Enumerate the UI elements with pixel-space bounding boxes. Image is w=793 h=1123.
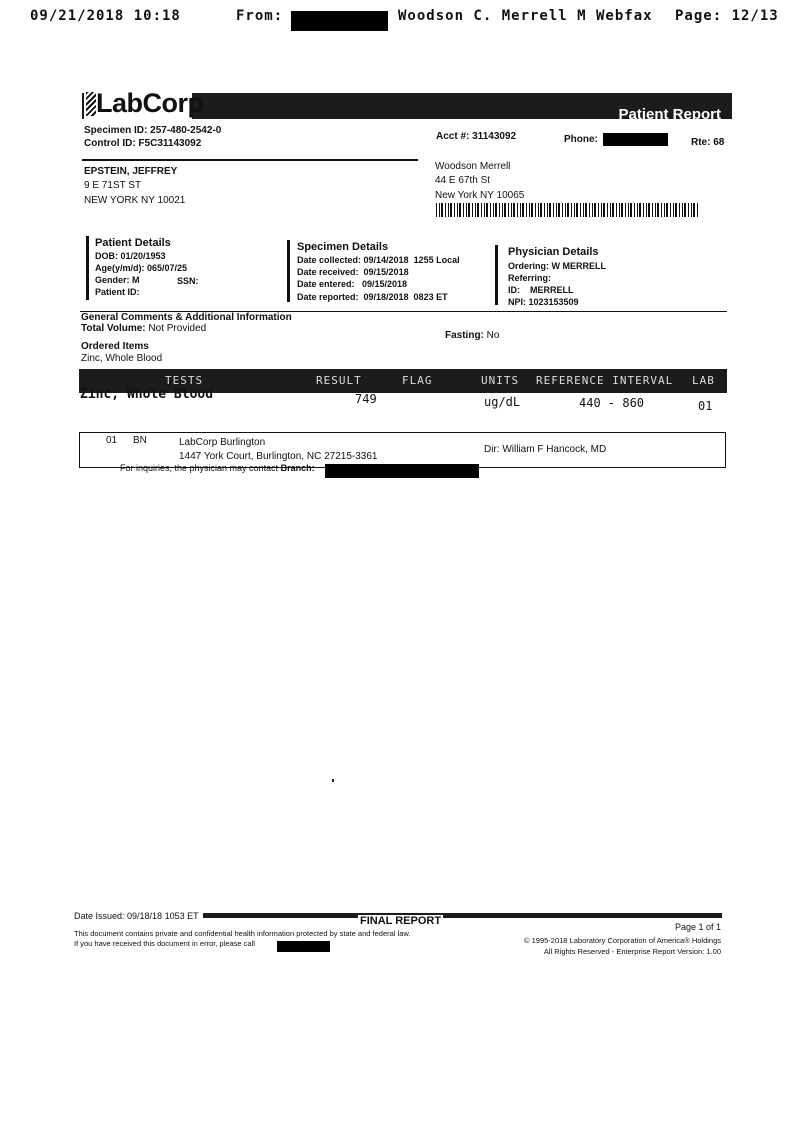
result-lab: 01: [698, 399, 713, 413]
ordering-physician: Ordering: W MERRELL: [508, 261, 606, 271]
referring-physician: Referring:: [508, 273, 552, 283]
fax-page: Page: 12/13: [675, 8, 779, 24]
branch-label: Branch:: [280, 463, 315, 473]
divider: [495, 245, 498, 305]
scan-speck: [332, 779, 334, 782]
date-issued: Date Issued: 09/18/18 1053 ET: [74, 911, 203, 921]
postal-barcode: [436, 203, 700, 217]
footer-page: Page 1 of 1: [675, 922, 722, 932]
physician-details-heading: Physician Details: [508, 246, 599, 258]
divider: [287, 240, 290, 302]
lab-abbreviation: BN: [133, 435, 147, 446]
lab-name: LabCorp Burlington: [179, 437, 266, 448]
divider: [86, 236, 89, 300]
fasting-value: No: [486, 330, 500, 341]
divider: [82, 159, 418, 161]
lab-code: 01: [106, 435, 118, 446]
patient-address-line2: NEW YORK NY 10021: [84, 195, 186, 206]
final-report-label: FINAL REPORT: [360, 915, 442, 927]
redaction-error-phone: [277, 941, 330, 952]
fax-timestamp: 09/21/2018 10:18: [30, 8, 181, 24]
redaction-phone: [603, 133, 668, 146]
inquiry-text: For inquiries, the physician may contact: [120, 463, 279, 473]
column-header-tests: TESTS: [165, 374, 204, 387]
confidential-notice: This document contains private and confidential health information protected by state and federal law.: [74, 929, 411, 938]
brand-logo: LabCorp: [96, 88, 204, 118]
control-id: Control ID: F5C31143092: [84, 138, 202, 149]
redaction-branch: [325, 464, 479, 478]
patient-details-heading: Patient Details: [95, 237, 171, 249]
column-header-reference: REFERENCE INTERVAL: [536, 374, 674, 387]
specimen-details-heading: Specimen Details: [297, 241, 389, 253]
patient-dob: DOB: 01/20/1953: [95, 251, 166, 261]
physician-id: ID: MERRELL: [508, 285, 574, 295]
date-collected: Date collected: 09/14/2018 1255 Local: [297, 255, 460, 265]
column-header-units: UNITS: [481, 374, 520, 387]
fax-sender: Woodson C. Merrell M Webfax: [398, 8, 653, 24]
patient-id: Patient ID:: [95, 287, 140, 297]
date-entered: Date entered: 09/15/2018: [297, 279, 408, 289]
phone-label: Phone:: [564, 134, 598, 145]
route: Rte: 68: [691, 137, 725, 148]
lab-address: 1447 York Court, Burlington, NC 27215-3361: [179, 451, 378, 462]
patient-age: Age(y/m/d): 065/07/25: [95, 263, 188, 273]
labcorp-logo-icon: [86, 92, 96, 116]
ordered-items-heading: Ordered Items: [81, 341, 149, 352]
error-notice: If you have received this document in error, please call: [74, 939, 255, 948]
fax-from-label: From:: [236, 8, 284, 24]
patient-ssn: SSN:: [177, 276, 199, 286]
result-value: 749: [355, 392, 377, 406]
report-title: Patient Report: [618, 106, 721, 123]
specimen-id: Specimen ID: 257-480-2542-0: [84, 125, 222, 136]
physician-city: New York NY 10065: [435, 190, 525, 201]
rights-version: All Rights Reserved - Enterprise Report Version: 1.00: [543, 947, 721, 956]
physician-name: Woodson Merrell: [435, 161, 511, 172]
total-volume-value: Not Provided: [148, 323, 207, 334]
patient-name: EPSTEIN, JEFFREY: [84, 166, 178, 177]
account-number: Acct #: 31143092: [436, 131, 517, 142]
redaction-fax-sender: [291, 11, 388, 31]
column-header-flag: FLAG: [402, 374, 433, 387]
result-test-name: Zinc, Whole Blood: [80, 387, 214, 402]
date-reported: Date reported: 09/18/2018 0823 ET: [297, 292, 448, 302]
physician-street: 44 E 67th St: [435, 175, 491, 186]
patient-gender: Gender: M: [95, 275, 140, 285]
comments-heading: General Comments & Additional Information: [81, 312, 292, 323]
result-units: ug/dL: [484, 395, 521, 409]
ordered-item: Zinc, Whole Blood: [81, 353, 163, 364]
lab-director: Dir: William F Hancock, MD: [484, 444, 607, 455]
physician-npi: NPI: 1023153509: [508, 297, 579, 307]
copyright: © 1995-2018 Laboratory Corporation of America® Holdings: [524, 936, 721, 945]
fasting-label: Fasting:: [445, 330, 484, 341]
date-received: Date received: 09/15/2018: [297, 267, 409, 277]
result-reference-interval: 440 - 860: [579, 396, 645, 410]
column-header-result: RESULT: [316, 374, 362, 387]
total-volume-label: Total Volume:: [81, 323, 146, 334]
patient-address-line1: 9 E 71ST ST: [84, 180, 142, 191]
column-header-lab: LAB: [692, 374, 715, 387]
